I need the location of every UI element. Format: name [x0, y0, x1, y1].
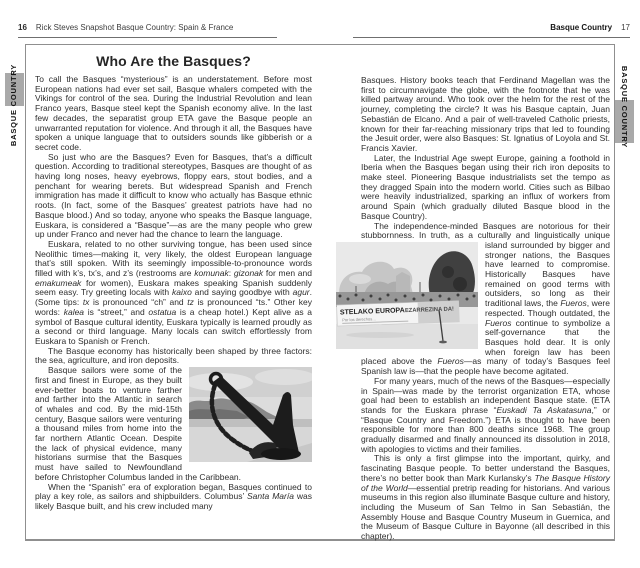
- header-left: [18, 23, 233, 32]
- protest-photo: [336, 242, 478, 349]
- paragraph: So just who are the Basques? Even for Basques, that’s a difficult question. According to traditional stereotypes, Basques are thought of as having long noses, heavy eyebrows, floppy ears, stout bodies, and a penchant for wearing berets. But widespread Spanish and French immigration has made it difficult to know who actually has Basque ethnic roots. (In fact, some of the Basques’ greatest patriots have had no Basque blood.) And so today, anyone who speaks the Basque language, Euskara, is considered a “Basque”—as are the many people who grew up under Franco and never had the chance to learn the language.: [35, 151, 312, 240]
- paragraph: Basque sailors were some of the first and finest in Europe, as they built ever-better boats to venture farther and farther into the Atlantic in search of whales and cod. By the mid-15th century, Basque sailors were venturing a thousand miles from home into the far northern Atlantic Ocean. Despite the lack of physical evidence, many historians surmise that the Basques must have sailed to Newfoundland before Christopher Columbus landed in the Caribbean.: [35, 366, 312, 482]
- paragraph: For many years, much of the news of the Basques—especially in Spain—was made by the terrorist organization ETA, whose goal had been to establish an independent Basque state. (ETA stands for the Euskara phrase “Euskadi Ta Askatasuna,” or “Basque Country and Freedom.”) ETA is thought to have been responsible for more than 800 deaths since 1968. The group gradually disarmed and finally announced its dissolution in 2018, with apologies to victims and their families.: [361, 375, 610, 454]
- paragraph: The independence-minded Basques are notorious for their stubbornness. In truth, as a culturally and linguistically unique STELAKO EUROPA EZARREZINA DA! Por los derechos… island surrounded by bigger and stronger nations, the Basques have learned to compromise. Historically Basques have remained on good terms with outsiders, so long as their traditional laws, the Fueros, were respected. Though outdated, the Fueros continue to symbolize a self-governance that the Basques hold dear. It is only when foreign law has been placed above the Fueros—as many of today’s Basques feel Spanish law is—that the people have become agitated.: [361, 222, 610, 377]
- paragraph: Later, the Industrial Age swept Europe, gaining a foothold in Iberia when the Basques began using their rich iron deposits to make steel. Pioneering Basque industrialists set the tempo as they dragged Spain into the modern world. Cities such as Bilbao were heavily industrialized, sparking an influx of workers from around Spain (which gradually diluted Basque blood in the Basque Country).: [361, 152, 610, 221]
- banner-text: STELAKO EUROPA: [339, 307, 405, 317]
- header-right: [550, 23, 630, 32]
- header-rule-right: [353, 37, 630, 38]
- anchor-photo: [189, 367, 312, 462]
- protest-photo-illustration: [336, 242, 478, 349]
- paragraph: This is only a first glimpse into the important, quirky, and fascinating Basque people. To better understand the Basques, there’s no better book than Mark Kurlansky’s The Basque History of the World—essential pretrip reading for historians. And various museums in this region also illuminate Basque culture and history, including the Museum of San Telmo in San Sebastián, the Assembly House and Basque Country Museum in Guernica, and the Museum of Basque Culture in Bayonne (all described in this chapter).: [361, 453, 610, 542]
- sidebar-box: [25, 44, 615, 541]
- box-title: Who Are the Basques?: [96, 53, 251, 69]
- paragraph: Basques. History books teach that Ferdinand Magellan was the first to circumnavigate the globe, with the footnote that he was killed partway around. Who took over the helm for the rest of the journey, completing the circle? It was his Basque captain, Juan Sebastián de Elcano. And a pair of well-traveled Catholic priests, known for their far-reaching missionary trips that led to founding the Jesuit order, were also Basques: St. Ignatius of Loyola and St. Francis Xavier.: [361, 75, 610, 153]
- banner-smudge-text: EZARREZINA DA!: [404, 306, 455, 315]
- anchor-photo-illustration: [189, 367, 312, 462]
- paragraph: The Basque economy has historically been shaped by three factors: the sea, agriculture, and iron deposits.: [35, 345, 312, 366]
- page-number-left: 16: [18, 23, 27, 32]
- paragraph: To call the Basques “mysterious” is an understatement. Before most European nations had ever set sail, Basque whalers competed with the Vikings for control of the sea. During the Industrial Revolution and lean Franco years, Basque steel kept the Spanish economy alive. In the last few decades, the separatist group ETA gave the Basque people an unwarranted reputation for violence. And through it all, the Basques have spoken a unique language that to outsiders sounds like gibberish or a secret code.: [35, 74, 312, 152]
- right-column: [339, 75, 610, 542]
- header-rule-left: [18, 37, 277, 38]
- running-title-right: Basque Country: [550, 23, 613, 32]
- chapter-tab-right: BASQUE COUNTRY: [620, 65, 629, 149]
- paragraph: When the “Spanish” era of exploration began, Basques continued to play a key role, as sailors and shipbuilders. Columbus’ Santa María was likely Basque built, and his crew included many: [35, 481, 312, 511]
- left-column: [35, 53, 312, 512]
- running-title-left: Rick Steves Snapshot Basque Country: Spain & France: [35, 23, 234, 32]
- banner-subtext: Por los derechos…: [342, 316, 377, 323]
- paragraph: Euskara, related to no other surviving tongue, has been used since Neolithic times—making it, very likely, the oldest European language that’s still spoken. With its seemingly impossible-to-pronounce words filled with k’s, tx’s, and z’s (restrooms are komunak: gizonak for men and emakumeak for women), Euskara makes speaking Spanish suddenly seem easy. Try greeting locals with kaixo and saying goodbye with agur. (Some tips: tx is pronounced “ch” and tz is pronounced “ts.” Other key words: kalea is “street,” and ostatua is a cheap hotel.) Kept alive as a symbol of Basque cultural identity, Euskara typically is learned proudly as a second or third language. Many locals can switch effortlessly from Euskara to Spanish or French.: [35, 238, 312, 346]
- chapter-tab-left: BASQUE COUNTRY: [9, 63, 18, 147]
- page-number-right: 17: [621, 23, 630, 32]
